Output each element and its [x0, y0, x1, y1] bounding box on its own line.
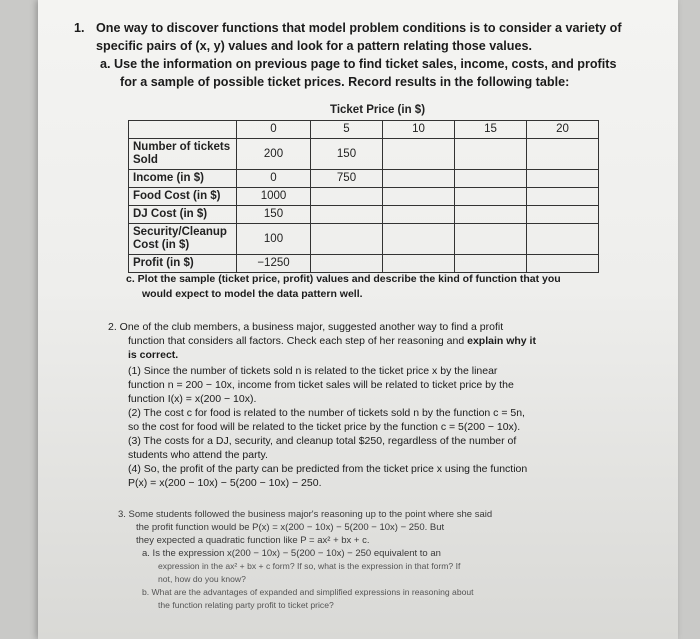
q2-text-line1: 2. One of the club members, a business major, suggested another way to find a profit — [108, 321, 504, 333]
value-cell — [527, 188, 599, 206]
value-cell — [311, 206, 383, 224]
table-row-profit — [129, 255, 599, 273]
value-cell — [527, 170, 599, 188]
value-cell — [383, 139, 455, 170]
q2-step4-line1: (4) So, the profit of the party can be predicted from the ticket price x using the function — [128, 463, 528, 475]
q1c-text-line1: c. Plot the sample (ticket price, profit) values and describe the kind of function that you — [126, 273, 561, 285]
value-cell — [455, 206, 527, 224]
value-cell: 150 — [237, 206, 311, 224]
table-row-food-cost — [129, 188, 599, 206]
value-cell — [527, 206, 599, 224]
q3a-text-line2: expression in the ax² + bx + c form? If so, what is the expression in that form? If — [158, 561, 461, 571]
value-cell — [455, 224, 527, 255]
row-label: Security/Cleanup Cost (in $) — [129, 224, 237, 255]
value-cell — [455, 255, 527, 273]
row-label: Profit (in $) — [129, 255, 237, 273]
q1c-text-line2: would expect to model the data pattern well. — [142, 288, 363, 300]
value-cell: 0 — [237, 170, 311, 188]
q2-text-line3: is correct. — [128, 349, 179, 361]
value-cell: 750 — [311, 170, 383, 188]
table-row-security-cost — [129, 224, 599, 255]
value-cell: 200 — [237, 139, 311, 170]
value-cell — [455, 188, 527, 206]
value-cell: −1250 — [237, 255, 311, 273]
table-row-dj-cost — [129, 206, 599, 224]
value-cell — [527, 139, 599, 170]
value-cell — [383, 255, 455, 273]
q2-step1-line3: function I(x) = x(200 − 10x). — [128, 393, 257, 405]
q3b-text-line1: b. What are the advantages of expanded and simplified expressions in reasoning about — [142, 587, 474, 597]
q3-text-line2: the profit function would be P(x) = x(200 − 10x) − 5(200 − 10x) − 250. But — [136, 522, 445, 533]
q3-text-line3: they expected a quadratic function like P = ax² + bx + c. — [136, 535, 370, 546]
row-label: DJ Cost (in $) — [129, 206, 237, 224]
q2-step4-line2: P(x) = x(200 − 10x) − 5(200 − 10x) − 250. — [128, 477, 322, 489]
value-cell: 1000 — [237, 188, 311, 206]
value-cell — [383, 188, 455, 206]
q2-step1-line2: function n = 200 − 10x, income from ticket sales will be related to ticket price by the — [128, 379, 514, 391]
q2-step2-line2: so the cost for food will be related to the ticket price by the function c = 5(200 − 10x). — [128, 421, 521, 433]
q3b-text-line2: the function relating party profit to ticket price? — [158, 600, 334, 610]
price-cell: 0 — [237, 121, 311, 139]
price-cell: 15 — [455, 121, 527, 139]
table-row-prices — [129, 121, 599, 139]
value-cell — [383, 206, 455, 224]
q1a-text-line2: for a sample of possible ticket prices. Record results in the following table: — [120, 75, 570, 89]
row-label: Income (in $) — [129, 170, 237, 188]
q1-text-line2: specific pairs of (x, y) values and look for a pattern relating those values. — [96, 39, 533, 53]
q2-step3-line1: (3) The costs for a DJ, security, and cleanup total $250, regardless of the number of — [128, 435, 517, 447]
q2-step2-line1: (2) The cost c for food is related to the number of tickets sold n by the function c = 5n, — [128, 407, 525, 419]
value-cell — [455, 139, 527, 170]
worksheet-page — [38, 0, 678, 639]
q3a-text-line1: a. Is the expression x(200 − 10x) − 5(200 − 10x) − 250 equivalent to an — [142, 548, 441, 559]
row-label: Number of tickets Sold — [129, 139, 237, 170]
table-corner-cell — [129, 121, 237, 139]
value-cell — [527, 224, 599, 255]
value-cell — [311, 255, 383, 273]
row-label: Food Cost (in $) — [129, 188, 237, 206]
q2-step1-line1: (1) Since the number of tickets sold n is related to the ticket price x by the linear — [128, 365, 498, 377]
value-cell — [455, 170, 527, 188]
value-cell — [311, 224, 383, 255]
q3a-text-line3: not, how do you know? — [158, 574, 246, 584]
price-cell: 5 — [311, 121, 383, 139]
value-cell: 150 — [311, 139, 383, 170]
q1-text-line1: One way to discover functions that model problem conditions is to consider a variety of — [96, 21, 622, 35]
q2-text-line2-main: function that considers all factors. Check each step of her reasoning and — [128, 335, 465, 347]
value-cell: 100 — [237, 224, 311, 255]
value-cell — [383, 170, 455, 188]
table-row-income — [129, 170, 599, 188]
price-cell: 10 — [383, 121, 455, 139]
q2-explain-emphasis: explain why it — [467, 335, 536, 347]
q2-step3-line2: students who attend the party. — [128, 449, 268, 461]
value-cell — [311, 188, 383, 206]
table-row-tickets — [129, 139, 599, 170]
q2-text-line2 — [128, 334, 536, 348]
q1a-text-line1: a. Use the information on previous page to find ticket sales, income, costs, and profits — [100, 57, 617, 71]
ticket-price-table — [128, 120, 599, 273]
price-cell: 20 — [527, 121, 599, 139]
value-cell — [527, 255, 599, 273]
value-cell — [383, 224, 455, 255]
q3-text-line1: 3. Some students followed the business major's reasoning up to the point where she said — [118, 509, 493, 520]
q1-number: 1. — [74, 21, 85, 35]
table-header-ticket-price: Ticket Price (in $) — [330, 104, 426, 116]
